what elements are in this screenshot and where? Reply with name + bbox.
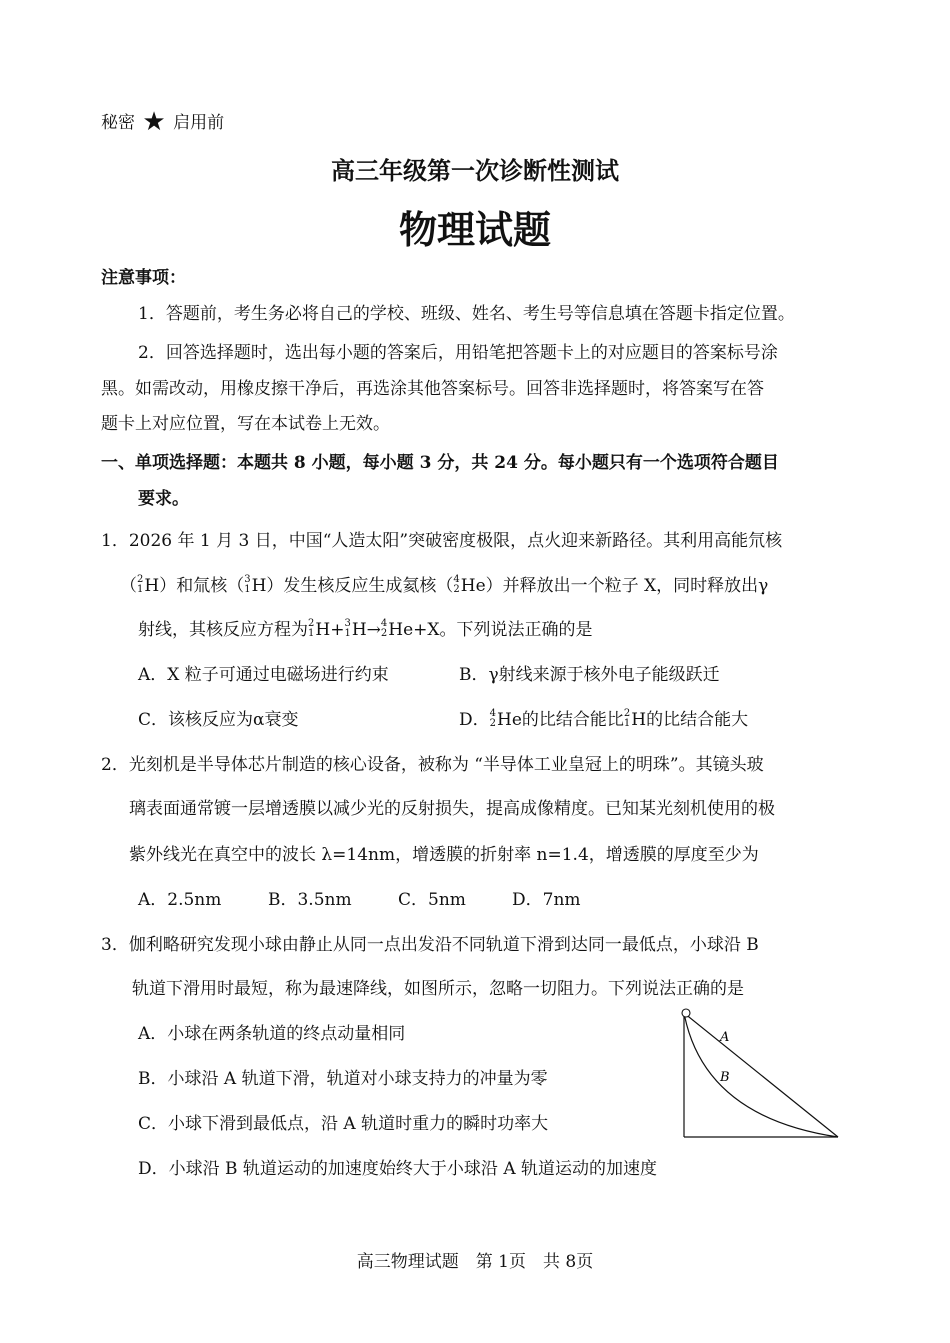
q2-option-a: A．2.5nm [138,890,222,910]
notice-item-2-cont: 黑。如需改动，用橡皮擦干净后，再选涂其他答案标号。回答非选择题时，将答案写在答 [101,379,764,399]
brachistochrone-figure [676,1005,846,1145]
q2-option-b: B．3.5nm [268,890,352,910]
track-a-label: A [720,1030,730,1045]
q3-stem-line1: 3．伽利略研究发现小球由静止从同一点出发沿不同轨道下滑到达同一最低点，小球沿 B [101,935,759,955]
q2-option-d: D．7nm [512,890,581,910]
track-b-label: B [720,1070,730,1085]
q3-stem-line2: 轨道下滑用时最短，称为最速降线，如图所示，忽略一切阻力。下列说法正确的是 [132,979,744,999]
ball-icon [682,1009,690,1017]
nuclide-he4: 4 2 [453,573,460,595]
q2-stem-line2: 璃表面通常镀一层增透膜以减少光的反射损失，提高成像精度。已知某光刻机使用的极 [129,799,775,819]
nuclide-h2-opt: 2 1 [623,707,631,729]
q1-stem-line3: 射线，其核反应方程为 2 1 H+ 3 1 H→ 4 2 He+X。下列说法正确的是 [138,617,593,640]
notice-item-2: 2．回答选择题时，选出每小题的答案后，用铅笔把答题卡上的对应题目的答案标号涂 [138,343,778,363]
section-title: 一、单项选择题：本题共 8 小题，每小题 3 分，共 24 分。每小题只有一个选项符合题目 [101,453,779,473]
nuclide-h2-eq: 2 1 [308,617,315,639]
section-title-cont: 要求。 [138,489,189,509]
q1-stem-line1: 1．2026 年 1 月 3 日，中国“人造太阳”突破密度极限，点火迎来新路径。其利用高能氘核 [101,531,783,551]
q1-option-c: C．该核反应为α衰变 [138,710,299,730]
nuclide-he4-opt: 4 2 [489,707,497,729]
page-footer: 高三物理试题 第 1页 共 8页 [356,1252,594,1272]
track-a [684,1013,838,1137]
q2-stem-line1: 2．光刻机是半导体芯片制造的核心设备，被称为 “半导体工业皇冠上的明珠”。其镜头玻 [101,755,764,775]
nuclide-h2: 2 1 [137,573,144,595]
subject-title: 物理试题 [398,207,551,252]
q1-option-a: A．X 粒子可通过电磁场进行约束 [138,665,389,685]
notice-item-2-end: 题卡上对应位置，写在本试卷上无效。 [101,414,390,434]
confidential-label [101,108,224,135]
q3-option-b: B．小球沿 A 轨道下滑，轨道对小球支持力的冲量为零 [138,1069,548,1089]
q1-option-d: D． 4 2 He的比结合能比 2 1 H的比结合能大 [459,707,749,730]
q2-stem-line3: 紫外线光在真空中的波长 λ=14nm，增透膜的折射率 n=1.4，增透膜的厚度至少为 [129,845,759,865]
nuclide-h3-eq: 3 1 [344,617,351,639]
secret-label-left: 秘密 [101,113,135,133]
star-icon: ★ [142,107,166,137]
nuclide-h3: 3 1 [244,573,251,595]
q3-option-d: D．小球沿 B 轨道运动的加速度始终大于小球沿 A 轨道运动的加速度 [138,1159,658,1179]
nuclide-he4-eq: 4 2 [380,617,388,639]
q3-option-a: A．小球在两条轨道的终点动量相同 [138,1024,406,1044]
q3-option-c: C．小球下滑到最低点，沿 A 轨道时重力的瞬时功率大 [138,1114,549,1134]
q1-stem-line2: （ 2 1 H）和氚核（ 3 1 H）发生核反应生成氦核（ 4 2 He）并释放出一个粒子 X，同时释放出γ [120,573,769,596]
notice-item-1: 1．答题前，考生务必将自己的学校、班级、姓名、考生号等信息填在答题卡指定位置。 [138,304,795,324]
q1-option-b: B．γ射线来源于核外电子能级跃迁 [459,665,720,685]
exam-title: 高三年级第一次诊断性测试 [331,156,619,185]
notice-heading: 注意事项： [101,268,186,288]
q2-option-c: C．5nm [398,890,466,910]
secret-label-right: 启用前 [173,113,225,133]
